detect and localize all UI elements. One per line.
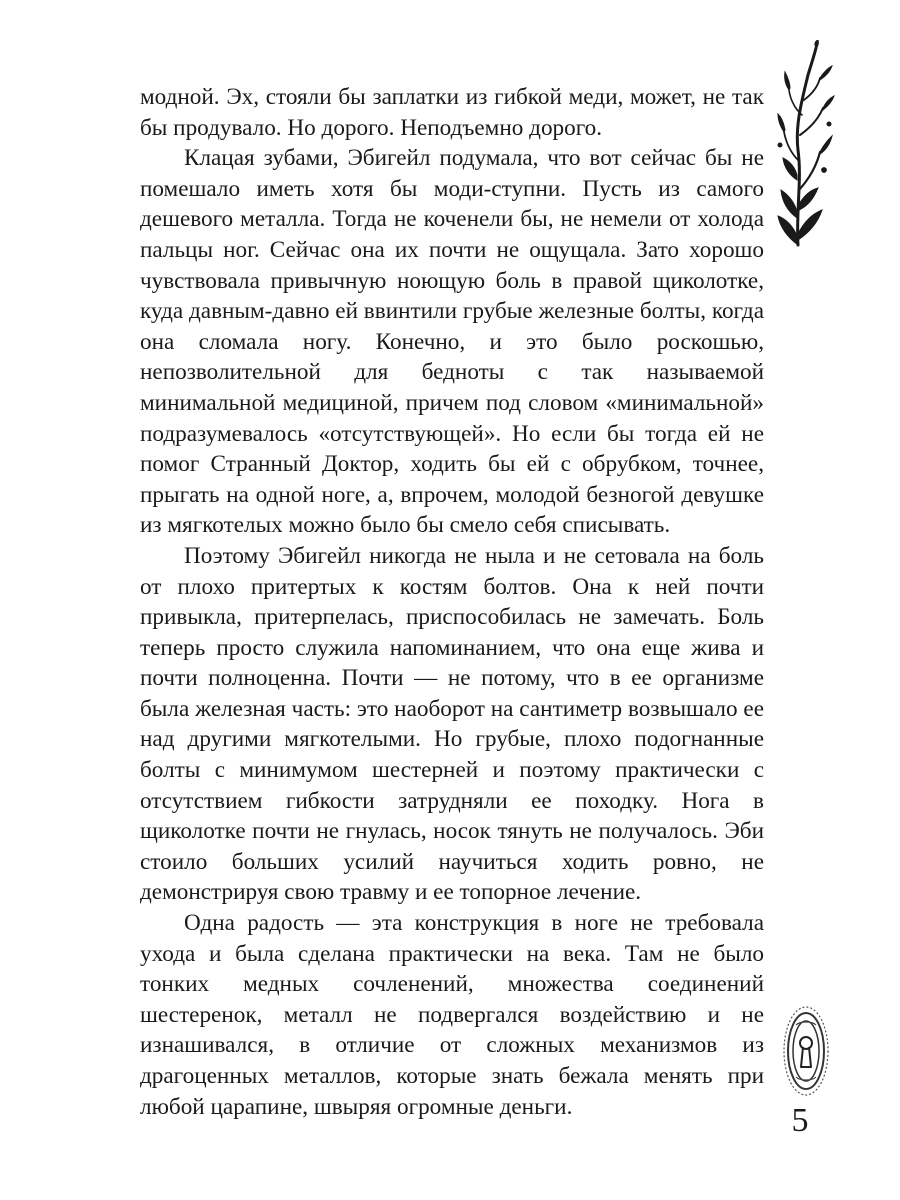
- paragraph: Одна радость — эта конструкция в ноге не требовала ухода и была сделана практически на века. Там не было тонких медных сочленений, множества соединений шестеренок, металл не подвергался воздействию и не изнашивался, в отличие от сложных механизмов из драгоценных металлов, которые знать бежала менять при любой царапине, швыряя огромные деньги.: [140, 910, 764, 1120]
- paragraph: Поэтому Эбигейл никогда не ныла и не сетовала на боль от плохо притертых к костям болтов. Она к ней почти привыкла, притерпелась, приспособилась не замечать. Боль теперь просто служила напоминанием, что она еще жива и почти полноценна. Почти — не потому, что в ее организме была железная часть: это наоборот на сантиметр возвышало ее над другими мягкотелыми. Но грубые, плохо подогнанные болты с минимумом шестерней и поэтому практически с отсутствием гибкости затрудняли ее походку. Нога в щиколотке почти не гнулась, носок тянуть не получалось. Эби стоило больших усилий научиться ходить ровно, не демонстрируя свою травму и ее топорное лечение.: [140, 542, 764, 906]
- page-text: [140, 82, 764, 1122]
- paragraph: модной. Эх, стояли бы заплатки из гибкой меди, может, не так бы продувало. Но дорого. Неподъемно дорого.: [140, 84, 764, 141]
- page-number: 5: [791, 1102, 809, 1139]
- paragraph: Клацая зубами, Эбигейл подумала, что вот сейчас бы не помешало иметь хотя бы моди-ступни. Пусть из самого дешевого металла. Тогда не коченели бы, не немели от холода пальцы ног. Сейчас она их почти не ощущала. Зато хорошо чувствовала привычную ноющую боль в правой щиколотке, куда давным-давно ей ввинтили грубые железные болты, когда она сломала ногу. Конечно, и это было роскошью, непозволительной для бедноты с так называемой минимальной медициной, причем под словом «минимальной» подразумевалось «отсутствующей». Но если бы тогда ей не помог Странный Доктор, ходить бы ей с обрубком, точнее, прыгать на одной ноге, а, впрочем, молодой безногой девушке из мягкотелых можно было бы смело себя списывать.: [140, 145, 764, 539]
- keyhole-medallion-icon: [782, 1005, 830, 1097]
- vine-ornament-icon: [768, 40, 838, 250]
